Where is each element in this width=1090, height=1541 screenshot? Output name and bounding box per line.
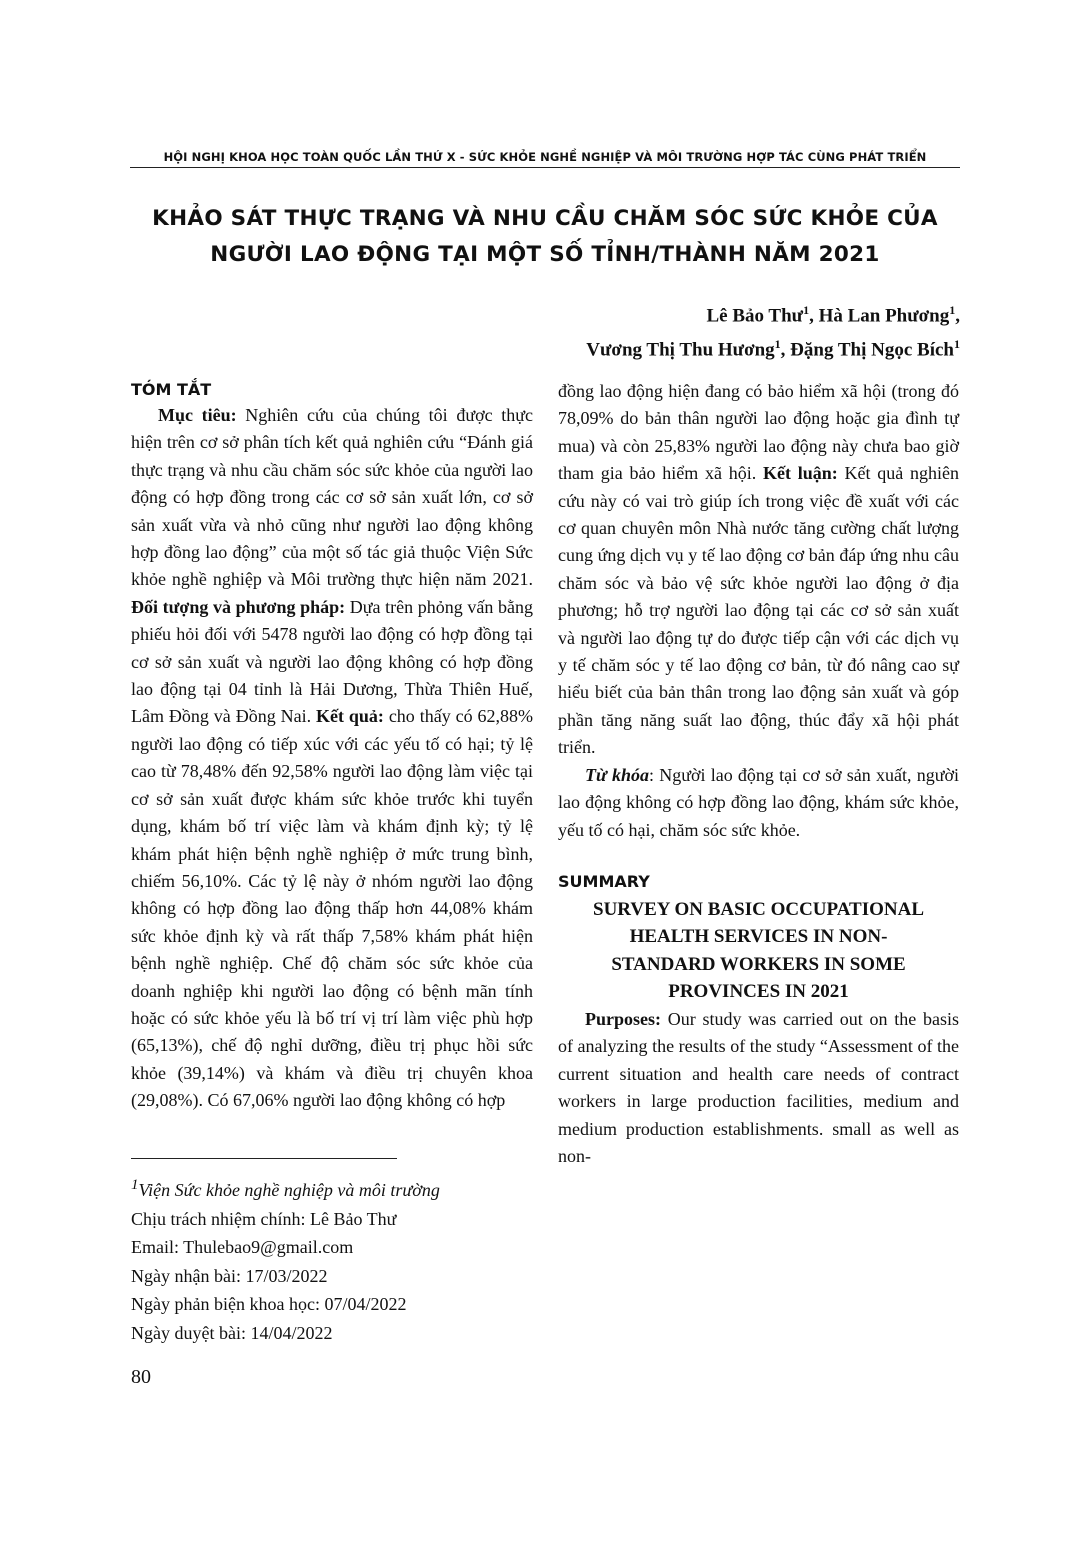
abstract-vi-continuation [558, 378, 959, 762]
footnote-affiliation [131, 1171, 551, 1205]
author-affiliation-mark: 1 [949, 303, 956, 317]
running-header: HỘI NGHỊ KHOA HỌC TOÀN QUỐC LẦN THỨ X - SỨC KHỎE NGHỀ NGHIỆP VÀ MÔI TRƯỜNG HỢP TÁC CÙNG PHÁT TRIỂN [163, 150, 927, 164]
conclusion-text-cont: Kết quả nghiên cứu này có vai trò giúp ích trong việc đề xuất với các cơ quan chuyên môn Nhà nước tăng cường chất lượng cung ứng dịch vụ y tế lao động cơ bản đáp ứng nhu câu chăm sóc và bảo vệ sức khỏe người lao động ở địa phương; hỗ trợ người lao động tại các cơ sở sản xuất và người lao động tự do được tiếp cận với các dịch vụ y tế chăm sóc y tế lao động cơ bản, từ đó nâng cao sự hiểu biết của bản thân trong lao động sản xuất và góp phần tăng năng suất lao động, thúc đẩy xã hội phát triển. [558, 463, 960, 758]
author-list [586, 296, 960, 365]
affiliation-text: Viện Sức khỏe nghề nghiệp và môi trường [138, 1180, 440, 1200]
author-name: Vương Thị Thu Hương [586, 339, 775, 361]
footnote-rule [131, 1158, 397, 1159]
left-column [131, 378, 533, 1115]
abstract-en-title [558, 896, 959, 1006]
header-rule [130, 167, 960, 168]
abstract-en-body [558, 1006, 959, 1170]
title-line-2: NGƯỜI LAO ĐỘNG TẠI MỘT SỐ TỈNH/THÀNH NĂM 2021 [210, 242, 880, 267]
author-name: Đặng Thị Ngọc Bích [790, 339, 954, 361]
results-text-cont: đồng lao động hiện đang có bảo hiểm xã hội (trong đó 78,09% do bản thân người lao động hoặc gia đình tự mua) và còn 25,83% người lao động này chưa bao giờ tham gia bảo hiểm xã hội. [558, 381, 959, 484]
results-label: Kết quả: [316, 706, 384, 727]
title-line-1: KHẢO SÁT THỰC TRẠNG VÀ NHU CẦU CHĂM SÓC SỨC KHỎE CỦA [152, 206, 938, 231]
abstract-en-heading: SUMMARY [558, 871, 650, 891]
right-column [558, 378, 959, 1170]
results-text: cho thấy có 62,88% người lao động có tiếp xúc với các yếu tố có hại; tỷ lệ cao từ 78,48% đến 92,58% người lao động làm việc tại cơ sở sản xuất được khám sức khỏe trước khi tuyển dụng, khám bố trí việc làm và khám định kỳ; tỷ lệ khám phát hiện bệnh nghề nghiệp ở mức trung bình, chiếm 56,10%. Các tỷ lệ này ở nhóm người lao động không có hợp đồng lao động thấp hơn 44,08% khám sức khỏe định kỳ và rất thấp 7,58% khám phát hiện bệnh nghề nghiệp. Chế độ chăm sóc sức khỏe của doanh nghiệp khi người lao động có bệnh mãn tính hoặc có sức khỏe yếu là bố trí vị trí làm việc phù hợp (65,13%), chế độ nghỉ dưỡng, điều trị phục hồi sức khỏe (39,14%) và khám và điều trị chuyên khoa (29,08%). Có 67,06% người lao động không có hợp [131, 706, 533, 1111]
footnotes [131, 1171, 551, 1347]
footnote-accepted: Ngày duyệt bài: 14/04/2022 [131, 1322, 333, 1343]
affiliation-mark: 1 [131, 1177, 139, 1193]
footnote-received: Ngày nhận bài: 17/03/2022 [131, 1265, 328, 1286]
en-title-line-3: STANDARD WORKERS IN SOME [611, 953, 906, 975]
author-line-1: Lê Bảo Thư$^1$, Hà Lan Phương$^1$, [706, 303, 960, 327]
objective-text: Nghiên cứu của chúng tôi được thực hiện trên cơ sở phân tích kết quả nghiên cứu “Đánh giá thực trạng và nhu cầu chăm sóc sức khỏe của người lao động có hợp đồng trong các cơ sở sản xuất lớn, cơ sở sản xuất vừa và nhỏ cũng như người lao động không hợp đồng lao động” của một số tác giả thuộc Viện Sức khỏe nghề nghiệp và Môi trường thực hiện năm 2021. [131, 405, 533, 590]
footnote-corresponding: Chịu trách nhiệm chính: Lê Bảo Thư [131, 1208, 397, 1229]
author-name: Lê Bảo Thư [706, 305, 804, 327]
keywords-paragraph [558, 762, 959, 844]
footnote-reviewed: Ngày phản biện khoa học: 07/04/2022 [131, 1294, 407, 1314]
abstract-vi-body [131, 402, 533, 1115]
methods-label: Đối tượng và phương pháp: [131, 596, 346, 617]
keywords-text: : Người lao động tại cơ sở sản xuất, người lao động không có hợp đồng lao động, khám sức khỏe, yếu tố có hại, chăm sóc sức khỏe. [558, 764, 959, 840]
purposes-label: Purposes: [585, 1008, 661, 1029]
purposes-text: Our study was carried out on the basis of analyzing the results of the study “Assessment of the current situation and health care needs of contract workers in large production facilities, medium and medium production establishments. small as well as non- [558, 1008, 959, 1166]
en-title-line-1: SURVEY ON BASIC OCCUPATIONAL [593, 898, 924, 920]
author-affiliation-mark: 1 [803, 303, 810, 317]
author-name: Hà Lan Phương [818, 305, 950, 327]
paper-title [150, 201, 940, 273]
author-affiliation-mark: 1 [954, 337, 960, 352]
author-affiliation-mark: 1 [774, 337, 781, 352]
author-line-2: Vương Thị Thu Hương$^1$, Đặng Thị Ngọc Bích$^1$ [586, 337, 960, 361]
en-title-line-4: PROVINCES IN 2021 [668, 981, 849, 1003]
abstract-vi-heading: TÓM TẮT [131, 380, 212, 399]
keywords-label: Từ khóa [585, 764, 650, 785]
en-title-line-2: HEALTH SERVICES IN NON- [629, 926, 888, 948]
methods-text: Dựa trên phỏng vấn bằng phiếu hỏi đối với 5478 người lao động có hợp đồng tại cơ sở sản xuất và người lao động không có hợp đồng lao động tại 04 tỉnh là Hải Dương, Thừa Thiên Huế, Lâm Đồng và Đồng Nai. [131, 596, 533, 727]
objective-label: Mục tiêu: [158, 405, 237, 425]
footnote-email: Email: Thulebao9@gmail.com [131, 1237, 354, 1257]
page-number: 80 [131, 1366, 151, 1388]
conclusion-label-cont: Kết luận: [763, 463, 838, 484]
